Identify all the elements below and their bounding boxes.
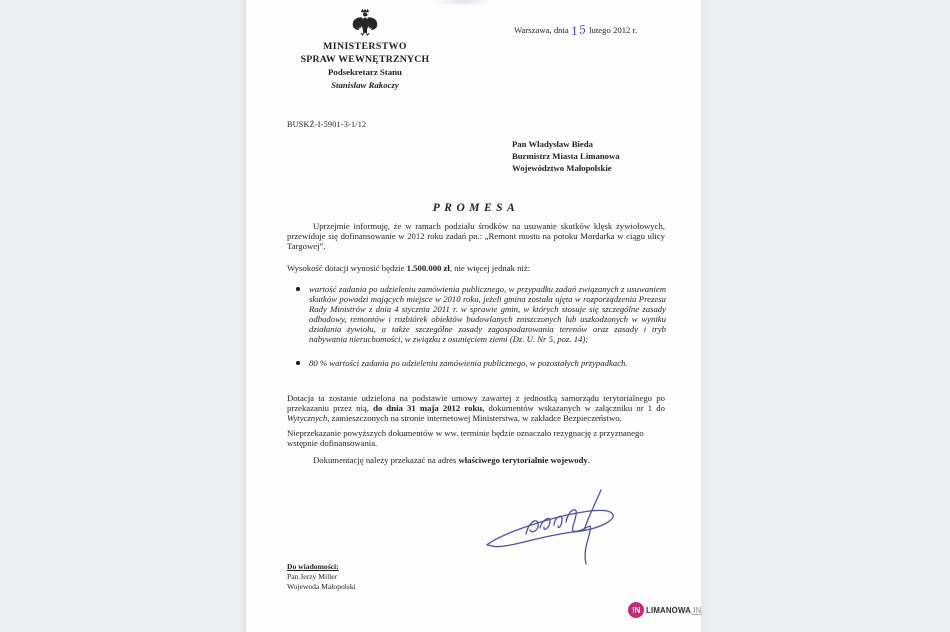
- limanowa-in-badge-icon: !N: [628, 602, 644, 618]
- cc-title: Wojewoda Małopolski: [287, 581, 356, 591]
- conditions-list: [309, 284, 666, 368]
- recipient-block: [512, 138, 620, 174]
- site-name: LIMANOWA: [646, 605, 691, 615]
- paragraph-amount: [287, 263, 665, 273]
- bullet-icon: [296, 361, 300, 365]
- recipient-name: Pan Władysław Bieda: [512, 139, 593, 149]
- ministry-name-line2: SPRAW WEWNĘTRZNYCH: [300, 53, 430, 65]
- paragraph-delivery: [313, 455, 665, 465]
- handwritten-day: 15: [570, 22, 589, 39]
- paragraph-agreement: [287, 393, 665, 423]
- voivode-address: właściwego terytorialnie wojewody: [458, 455, 588, 465]
- official-title: Podsekretarz Stanu: [328, 67, 402, 77]
- delivery-suffix: .: [587, 455, 590, 465]
- grant-amount: 1.500.000 zł: [406, 263, 450, 273]
- paragraph-warning: Nieprzekazanie powyższych dokumentów w ww. terminie będzie oznaczało rezygnację z przyznanego wstępnie dofinansowania.: [287, 428, 644, 448]
- amount-prefix: Wysokość dotacji wynosić będzie: [287, 263, 407, 273]
- agreement-part2: dokumentów wskazanych w załączniku nr 1 do: [484, 403, 665, 413]
- letter-page: [246, 0, 701, 632]
- list-item-condition-1: [309, 284, 666, 344]
- watermark-site-name: [646, 606, 702, 615]
- document-title: PROMESA: [432, 202, 520, 214]
- recipient-title: Burmistrz Miasta Limanowa: [512, 151, 620, 161]
- guidelines-reference: Wytycznych,: [287, 413, 330, 423]
- limanowa-watermark: [628, 601, 702, 619]
- list-item-condition-2: [309, 358, 666, 368]
- date-suffix: lutego 2012 r.: [586, 25, 638, 35]
- polish-eagle-emblem-icon: [351, 8, 379, 41]
- condition-2-text: 80 % wartości zadania po udzieleniu zamówienia publicznego, w pozostałych przypadkach.: [309, 358, 628, 368]
- ministry-letterhead: [280, 41, 450, 91]
- ministry-name-line1: MINISTERSTWO: [323, 41, 407, 52]
- amount-suffix: , nie więcej jednak niż:: [449, 263, 531, 273]
- cc-heading: Do wiadomości:: [287, 562, 339, 571]
- date-prefix: Warszawa, dnia: [514, 25, 571, 35]
- recipient-region: Województwo Małopolskie: [512, 163, 612, 173]
- reference-number: BUSKŻ-I-5901-3-1/12: [287, 120, 367, 129]
- delivery-prefix: Dokumentację należy przekazać na adres: [313, 455, 459, 465]
- agreement-part3: zamieszczonych na stronie internetowej Ministerstwa, w zakładce Bezpieczeństwo.: [329, 413, 622, 423]
- cc-person: Pan Jerzy Miller: [287, 571, 338, 581]
- site-suffix: .IN: [690, 605, 702, 615]
- deadline-date: do dnia 31 maja 2012 roku,: [373, 403, 485, 413]
- agreement-part1: Dotacja ta zostanie udzielona na podstawie umowy zawartej z jednostką samorządu terytorialnego po przekazaniu przez nią,: [287, 393, 665, 413]
- bullet-icon: [296, 287, 300, 291]
- cc-block: [287, 562, 356, 591]
- scan-artifact-smudge: [432, 0, 494, 5]
- condition-1-text: wartość zadania po udzieleniu zamówienia publicznego, w przypadku zadań związanych z usuwaniem skutków powodzi mających miejsce w 2010 roku, jeżeli gmina została ujęta w rozporządzeniu Prezesa Rady Ministrów z dnia 4 stycznia 2011 r. w sprawie gmin, w których stosuje się szczególne zasady odbudowy, remontów i rozbiórek obiektów budowlanych zniszczonych lub uszkodzonych w wyniku działania żywiołu, a także szczególne zasady zagospodarowania terenów oraz zasady i tryb nabywania nieruchomości, w związku z osunięciem ziemi (Dz. U. Nr 5, poz. 14);: [309, 284, 666, 344]
- date-line: [514, 22, 638, 39]
- official-name: Stanisław Rakoczy: [331, 79, 399, 90]
- paragraph-intro: Uprzejmie informuję, że w ramach podziału środków na usuwanie skutków klęsk żywiołowych, przewiduje się dofinansowanie w 2012 roku zadań pn.: „Remont mostu na potoku Mordarka w ciągu ulicy Targowej”.: [287, 221, 665, 251]
- handwritten-signature-icon: [482, 488, 638, 566]
